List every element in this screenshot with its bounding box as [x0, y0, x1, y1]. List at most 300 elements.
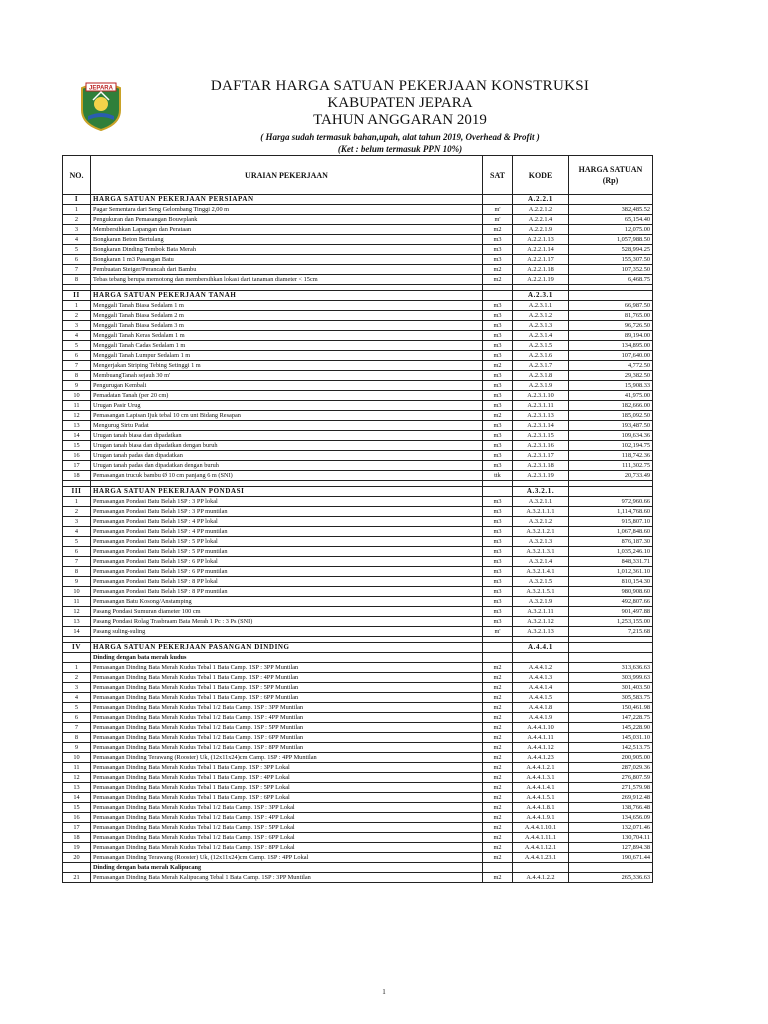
- row-unit: m3: [483, 381, 513, 391]
- row-description: Menggali Tanah Cadas Sedalam 1 m: [91, 341, 483, 351]
- row-number: 12: [63, 607, 91, 617]
- row-number: II: [63, 291, 91, 301]
- row-unit: m2: [483, 733, 513, 743]
- row-number: 7: [63, 361, 91, 371]
- row-description: Pembuatan Steiger/Perancah dari Bambu: [91, 265, 483, 275]
- doc-tax-note: (Ket : belum termasuk PPN 10%): [337, 144, 463, 154]
- row-code: A.2.3.1.2: [513, 311, 569, 321]
- table-row: [63, 311, 653, 321]
- row-unit: m2: [483, 833, 513, 843]
- row-description: Pemasangan Dinding Bata Merah Kudus Tebal 1 Bata Camp. 1SP : 4PP Muntilan: [91, 673, 483, 683]
- row-price: 200,905.00: [569, 753, 653, 763]
- table-row: [63, 381, 653, 391]
- row-description: Bongkaran Dinding Tembok Bata Merah: [91, 245, 483, 255]
- row-code: A.3.2.1.9: [513, 597, 569, 607]
- doc-title: DAFTAR HARGA SATUAN PEKERJAAN KONSTRUKSI: [210, 78, 590, 94]
- row-description: Pemasangan Pondasi Batu Belah 1SP : 4 PP muntilan: [91, 527, 483, 537]
- header-kode: KODE: [513, 156, 569, 195]
- row-unit: [483, 195, 513, 205]
- row-description: Urugan tanah padas dan dipadatkan: [91, 451, 483, 461]
- row-unit: m2: [483, 793, 513, 803]
- row-number: 5: [63, 245, 91, 255]
- header-no: NO.: [63, 156, 91, 195]
- row-number: IV: [63, 643, 91, 653]
- row-number: 9: [63, 577, 91, 587]
- row-price: 303,999.63: [569, 673, 653, 683]
- row-description: Pemasangan Pondasi Batu Belah 1SP : 3 PP lokal: [91, 497, 483, 507]
- row-description: Pagar Sementara dari Seng Gelombang Tinggi 2,00 m: [91, 205, 483, 215]
- row-number: 17: [63, 461, 91, 471]
- row-unit: m2: [483, 823, 513, 833]
- row-unit: m3: [483, 441, 513, 451]
- table-row: [63, 823, 653, 833]
- row-description: Menggali Tanah Lumpur Sedalam 1 m: [91, 351, 483, 361]
- row-number: 13: [63, 421, 91, 431]
- table-row: [63, 567, 653, 577]
- row-description: MembuangTanah sejauh 30 m': [91, 371, 483, 381]
- row-code: A.2.3.1.10: [513, 391, 569, 401]
- row-number: 6: [63, 713, 91, 723]
- row-description: HARGA SATUAN PEKERJAAN PONDASI: [91, 487, 483, 497]
- row-code: A.2.2.1: [513, 195, 569, 205]
- table-row: [63, 713, 653, 723]
- row-price: 1,253,155.00: [569, 617, 653, 627]
- row-unit: m': [483, 215, 513, 225]
- row-price: 901,497.88: [569, 607, 653, 617]
- row-number: [63, 653, 91, 663]
- row-price: 142,513.75: [569, 743, 653, 753]
- row-code: A.2.3.1.11: [513, 401, 569, 411]
- row-code: A.3.2.1.11: [513, 607, 569, 617]
- row-unit: m2: [483, 853, 513, 863]
- table-row: [63, 421, 653, 431]
- table-row: [63, 517, 653, 527]
- row-price: [569, 291, 653, 301]
- row-unit: [483, 487, 513, 497]
- row-code: A.4.4.1.4: [513, 683, 569, 693]
- row-number: 1: [63, 497, 91, 507]
- row-number: 8: [63, 733, 91, 743]
- row-unit: m3: [483, 451, 513, 461]
- row-unit: m2: [483, 783, 513, 793]
- row-description: Pemasangan Dinding Bata Merah Kudus Tebal 1/2 Bata Camp. 1SP : 8PP Lokal: [91, 843, 483, 853]
- table-row: [63, 577, 653, 587]
- row-price: 382,485.52: [569, 205, 653, 215]
- row-unit: m2: [483, 763, 513, 773]
- row-description: Pemasangan trucuk bambu Ø 10 cm panjang 6 m (SNI): [91, 471, 483, 481]
- row-price: 138,766.48: [569, 803, 653, 813]
- row-description: Pengukuran dan Pemasangan Bouwplank: [91, 215, 483, 225]
- row-unit: m3: [483, 321, 513, 331]
- row-price: 190,671.44: [569, 853, 653, 863]
- row-unit: m3: [483, 607, 513, 617]
- table-row: [63, 683, 653, 693]
- table-row: [63, 793, 653, 803]
- table-row: [63, 753, 653, 763]
- row-description: Urugan tanah padas dan dipadatkan dengan buruh: [91, 461, 483, 471]
- table-row: [63, 275, 653, 285]
- row-number: 16: [63, 813, 91, 823]
- row-code: A.2.2.1.18: [513, 265, 569, 275]
- row-price: 150,461.98: [569, 703, 653, 713]
- row-code: A.4.4.1: [513, 643, 569, 653]
- table-row: [63, 391, 653, 401]
- row-unit: m3: [483, 391, 513, 401]
- row-description: Bongkaran Beton Bertulang: [91, 235, 483, 245]
- row-price: 118,742.36: [569, 451, 653, 461]
- row-price: 265,336.63: [569, 873, 653, 883]
- row-number: 10: [63, 753, 91, 763]
- row-unit: [483, 653, 513, 663]
- row-number: 4: [63, 527, 91, 537]
- row-unit: m2: [483, 743, 513, 753]
- row-price: 301,403.50: [569, 683, 653, 693]
- row-code: A.2.2.1.17: [513, 255, 569, 265]
- table-row: [63, 873, 653, 883]
- table-row: [63, 341, 653, 351]
- row-unit: m3: [483, 255, 513, 265]
- row-description: Pemasangan Dinding Bata Merah Kudus Tebal 1/2 Bata Camp. 1SP : 5PP Lokal: [91, 823, 483, 833]
- row-description: Pemadatan Tanah (per 20 cm): [91, 391, 483, 401]
- table-row: [63, 853, 653, 863]
- table-row: [63, 497, 653, 507]
- row-code: A.2.3.1.13: [513, 411, 569, 421]
- row-code: A.4.4.1.11: [513, 733, 569, 743]
- row-price: 6,468.75: [569, 275, 653, 285]
- row-number: 14: [63, 431, 91, 441]
- row-description: Menggali Tanah Keras Sedalam 1 m: [91, 331, 483, 341]
- row-description: Pemasangan Dinding Bata Merah Kudus Tebal 1/2 Bata Camp. 1SP : 6PP Lokal: [91, 833, 483, 843]
- row-price: 848,331.71: [569, 557, 653, 567]
- row-number: 20: [63, 853, 91, 863]
- row-number: 15: [63, 803, 91, 813]
- row-description: Pemasangan Dinding Bata Merah Kudus Tebal 1 Bata Camp. 1SP : 6PP Lokal: [91, 793, 483, 803]
- row-price: 185,092.50: [569, 411, 653, 421]
- table-row: [63, 331, 653, 341]
- table-row: [63, 351, 653, 361]
- table-row: [63, 361, 653, 371]
- row-description: Pemasangan Dinding Bata Merah Kudus Tebal 1/2 Bata Camp. 1SP : 3PP Muntilan: [91, 703, 483, 713]
- row-price: 102,194.75: [569, 441, 653, 451]
- row-description: Pemasangan Dinding Bata Merah Kudus Tebal 1 Bata Camp. 1SP : 5PP Muntilan: [91, 683, 483, 693]
- table-row: [63, 235, 653, 245]
- table-row: [63, 301, 653, 311]
- row-price: 134,895.00: [569, 341, 653, 351]
- row-unit: m': [483, 205, 513, 215]
- row-number: 2: [63, 311, 91, 321]
- row-number: 1: [63, 301, 91, 311]
- row-number: 2: [63, 673, 91, 683]
- row-code: A.2.3.1.18: [513, 461, 569, 471]
- row-code: A.2.2.1.2: [513, 205, 569, 215]
- table-row: [63, 507, 653, 517]
- row-unit: m2: [483, 673, 513, 683]
- row-code: A.4.4.1.3: [513, 673, 569, 683]
- row-number: 12: [63, 773, 91, 783]
- document-header: [140, 78, 660, 155]
- table-row: [63, 431, 653, 441]
- row-number: 19: [63, 843, 91, 853]
- row-unit: m2: [483, 361, 513, 371]
- row-code: A.2.2.1.4: [513, 215, 569, 225]
- row-code: A.3.2.1.4: [513, 557, 569, 567]
- row-unit: m2: [483, 773, 513, 783]
- row-unit: m2: [483, 843, 513, 853]
- row-unit: m3: [483, 311, 513, 321]
- row-code: A.3.2.1.1.1: [513, 507, 569, 517]
- row-unit: m2: [483, 713, 513, 723]
- row-price: 915,807.10: [569, 517, 653, 527]
- row-description: Pemasangan Pondasi Batu Belah 1SP : 3 PP muntilan: [91, 507, 483, 517]
- row-code: A.3.2.1.: [513, 487, 569, 497]
- row-description: HARGA SATUAN PEKERJAAN TANAH: [91, 291, 483, 301]
- row-description: Mengerjakan Striping Tebing Setinggi 1 m: [91, 361, 483, 371]
- row-unit: m3: [483, 351, 513, 361]
- row-code: A.4.4.1.2: [513, 663, 569, 673]
- row-unit: m': [483, 627, 513, 637]
- row-price: 107,640.00: [569, 351, 653, 361]
- row-price: 132,071.46: [569, 823, 653, 833]
- row-price: 528,994.25: [569, 245, 653, 255]
- row-price: [569, 195, 653, 205]
- row-price: 155,307.50: [569, 255, 653, 265]
- row-unit: m3: [483, 421, 513, 431]
- section-row: [63, 195, 653, 205]
- row-number: 4: [63, 331, 91, 341]
- row-number: 3: [63, 683, 91, 693]
- row-unit: m2: [483, 225, 513, 235]
- table-row: [63, 763, 653, 773]
- row-description: Pemasangan Pondasi Batu Belah 1SP : 5 PP muntilan: [91, 547, 483, 557]
- row-unit: m2: [483, 411, 513, 421]
- row-description: Pemasangan Batu Kosong/Anstamping: [91, 597, 483, 607]
- row-description: Pemasangan Dinding Bata Merah Kudus Tebal 1/2 Bata Camp. 1SP : 4PP Lokal: [91, 813, 483, 823]
- row-price: 145,031.10: [569, 733, 653, 743]
- row-unit: ttk: [483, 471, 513, 481]
- table-row: [63, 471, 653, 481]
- row-number: 1: [63, 663, 91, 673]
- row-number: 6: [63, 351, 91, 361]
- row-number: 18: [63, 833, 91, 843]
- row-code: A.2.3.1.4: [513, 331, 569, 341]
- table-row: [63, 321, 653, 331]
- row-unit: m3: [483, 547, 513, 557]
- table-row: [63, 441, 653, 451]
- row-code: A.3.2.1.12: [513, 617, 569, 627]
- row-price: 96,726.50: [569, 321, 653, 331]
- table-row: [63, 597, 653, 607]
- row-description: Pasang suling-suling: [91, 627, 483, 637]
- table-row: [63, 607, 653, 617]
- row-description: Pemasangan Pondasi Batu Belah 1SP : 6 PP muntilan: [91, 567, 483, 577]
- row-code: A.2.3.1: [513, 291, 569, 301]
- row-price: 305,583.75: [569, 693, 653, 703]
- row-price: 127,894.38: [569, 843, 653, 853]
- row-unit: m3: [483, 597, 513, 607]
- row-code: A.2.3.1.15: [513, 431, 569, 441]
- row-unit: [483, 291, 513, 301]
- row-description: Mengurug Sirtu Padat: [91, 421, 483, 431]
- row-number: 3: [63, 321, 91, 331]
- table-row: [63, 833, 653, 843]
- row-description: Menggali Tanah Biasa Sedalam 3 m: [91, 321, 483, 331]
- row-code: A.3.2.1.1: [513, 497, 569, 507]
- row-description: Pemasangan Dinding Terawang (Rooster) Uk, (12x11x24)cm Camp. 1SP : 4PP Lokal: [91, 853, 483, 863]
- row-description: Pemasangan Dinding Bata Merah Kudus Tebal 1 Bata Camp. 1SP : 6PP Muntilan: [91, 693, 483, 703]
- jepara-emblem-icon: [78, 78, 124, 132]
- row-number: [63, 863, 91, 873]
- row-code: A.3.2.1.3.1: [513, 547, 569, 557]
- row-description: Pemasangan Pondasi Batu Belah 1SP : 8 PP lokal: [91, 577, 483, 587]
- table-row: [63, 693, 653, 703]
- table-header-row: [63, 156, 653, 195]
- row-unit: m2: [483, 703, 513, 713]
- header-sat: SAT: [483, 156, 513, 195]
- table-row: [63, 733, 653, 743]
- row-code: A.2.3.1.19: [513, 471, 569, 481]
- row-price: 134,656.09: [569, 813, 653, 823]
- row-unit: m3: [483, 567, 513, 577]
- row-unit: m3: [483, 235, 513, 245]
- row-code: A.3.2.1.2: [513, 517, 569, 527]
- row-unit: m3: [483, 301, 513, 311]
- table-row: [63, 627, 653, 637]
- row-unit: m3: [483, 431, 513, 441]
- row-number: 21: [63, 873, 91, 883]
- row-price: [569, 653, 653, 663]
- row-price: 1,057,988.50: [569, 235, 653, 245]
- table-row: [63, 773, 653, 783]
- row-number: 8: [63, 275, 91, 285]
- row-description: Pasang Pondasi Rolag Trasbraam Bata Merah 1 Pc : 3 Ps (SNI): [91, 617, 483, 627]
- row-code: A.2.2.1.13: [513, 235, 569, 245]
- row-price: 276,807.59: [569, 773, 653, 783]
- row-number: 11: [63, 763, 91, 773]
- row-number: 14: [63, 793, 91, 803]
- row-number: 8: [63, 567, 91, 577]
- row-code: A.4.4.1.10.1: [513, 823, 569, 833]
- row-code: A.4.4.1.9.1: [513, 813, 569, 823]
- row-price: 109,634.36: [569, 431, 653, 441]
- row-price: 972,960.66: [569, 497, 653, 507]
- row-price: 271,579.98: [569, 783, 653, 793]
- row-unit: m2: [483, 663, 513, 673]
- row-code: A.2.2.1.9: [513, 225, 569, 235]
- row-number: 13: [63, 617, 91, 627]
- row-code: A.3.2.1.5: [513, 577, 569, 587]
- table-row: [63, 451, 653, 461]
- row-description: Pemasangan Dinding Bata Merah Kudus Tebal 1/2 Bata Camp. 1SP : 3PP Lokal: [91, 803, 483, 813]
- row-price: 147,228.75: [569, 713, 653, 723]
- row-price: 1,012,361.10: [569, 567, 653, 577]
- row-number: 8: [63, 371, 91, 381]
- row-description: Urugan tanah biasa dan dipadatkan dengan buruh: [91, 441, 483, 451]
- row-code: A.2.3.1.7: [513, 361, 569, 371]
- row-price: 20,733.49: [569, 471, 653, 481]
- row-number: III: [63, 487, 91, 497]
- row-code: A.3.2.1.3: [513, 537, 569, 547]
- header-uraian: URAIAN PEKERJAAN: [91, 156, 483, 195]
- row-price: 810,154.30: [569, 577, 653, 587]
- price-table: [62, 155, 653, 883]
- row-code: A.2.3.1.14: [513, 421, 569, 431]
- row-number: 12: [63, 411, 91, 421]
- row-unit: m3: [483, 537, 513, 547]
- row-price: 15,908.33: [569, 381, 653, 391]
- row-description: Pemasangan Lapisan Ijuk tebal 10 cm unt Bidang Resapan: [91, 411, 483, 421]
- row-number: 14: [63, 627, 91, 637]
- table-row: [63, 537, 653, 547]
- row-code: A.2.3.1.3: [513, 321, 569, 331]
- row-number: 4: [63, 235, 91, 245]
- table-row: [63, 371, 653, 381]
- row-number: 6: [63, 255, 91, 265]
- row-description: Pengurugan Kembali: [91, 381, 483, 391]
- row-code: A.3.2.1.4.1: [513, 567, 569, 577]
- row-code: A.4.4.1.2.1: [513, 763, 569, 773]
- doc-note: ( Harga sudah termasuk bahan,upah, alat tahun 2019, Overhead & Profit ): [260, 132, 540, 142]
- row-unit: m3: [483, 507, 513, 517]
- row-number: 18: [63, 471, 91, 481]
- row-code: A.4.4.1.5.1: [513, 793, 569, 803]
- row-code: A.4.4.1.5: [513, 693, 569, 703]
- row-number: 16: [63, 451, 91, 461]
- row-number: 2: [63, 215, 91, 225]
- table-row: [63, 813, 653, 823]
- row-price: 492,807.66: [569, 597, 653, 607]
- row-unit: m3: [483, 331, 513, 341]
- row-description: Menggali Tanah Biasa Sedalam 1 m: [91, 301, 483, 311]
- table-row: [63, 617, 653, 627]
- row-description: Pemasangan Dinding Bata Merah Kudus Tebal 1 Bata Camp. 1SP : 3PP Lokal: [91, 763, 483, 773]
- row-number: I: [63, 195, 91, 205]
- row-unit: m3: [483, 557, 513, 567]
- section-row: [63, 487, 653, 497]
- doc-year: TAHUN ANGGARAN 2019: [313, 112, 487, 128]
- row-description: Pemasangan Pondasi Batu Belah 1SP : 5 PP lokal: [91, 537, 483, 547]
- row-code: A.4.4.1.23.1: [513, 853, 569, 863]
- row-unit: m3: [483, 401, 513, 411]
- row-price: 66,987.50: [569, 301, 653, 311]
- row-code: A.4.4.1.9: [513, 713, 569, 723]
- table-row: [63, 527, 653, 537]
- table-row: [63, 547, 653, 557]
- header-harga: HARGA SATUAN (Rp): [569, 156, 653, 195]
- row-code: A.2.2.1.19: [513, 275, 569, 285]
- row-description: Urugan tanah biasa dan dipadatkan: [91, 431, 483, 441]
- doc-region: KABUPATEN JEPARA: [327, 95, 473, 111]
- row-description: Pemasangan Dinding Bata Merah Kalipucang Tebal 1 Bata Camp. 1SP : 3PP Muntilan: [91, 873, 483, 883]
- table-row: [63, 225, 653, 235]
- row-price: 1,035,246.10: [569, 547, 653, 557]
- row-code: [513, 653, 569, 663]
- row-description: Pemasangan Dinding Bata Merah Kudus Tebal 1/2 Bata Camp. 1SP : 6PP Muntilan: [91, 733, 483, 743]
- row-number: 3: [63, 225, 91, 235]
- row-description: HARGA SATUAN PEKERJAAN PASANGAN DINDING: [91, 643, 483, 653]
- row-unit: m3: [483, 517, 513, 527]
- row-code: A.4.4.1.10: [513, 723, 569, 733]
- row-code: A.4.4.1.23: [513, 753, 569, 763]
- row-number: 6: [63, 547, 91, 557]
- table-row: [63, 587, 653, 597]
- row-number: 5: [63, 537, 91, 547]
- row-unit: m2: [483, 813, 513, 823]
- row-unit: m3: [483, 371, 513, 381]
- row-code: A.4.4.1.12.1: [513, 843, 569, 853]
- row-price: 980,908.60: [569, 587, 653, 597]
- row-number: 10: [63, 391, 91, 401]
- row-code: A.2.3.1.1: [513, 301, 569, 311]
